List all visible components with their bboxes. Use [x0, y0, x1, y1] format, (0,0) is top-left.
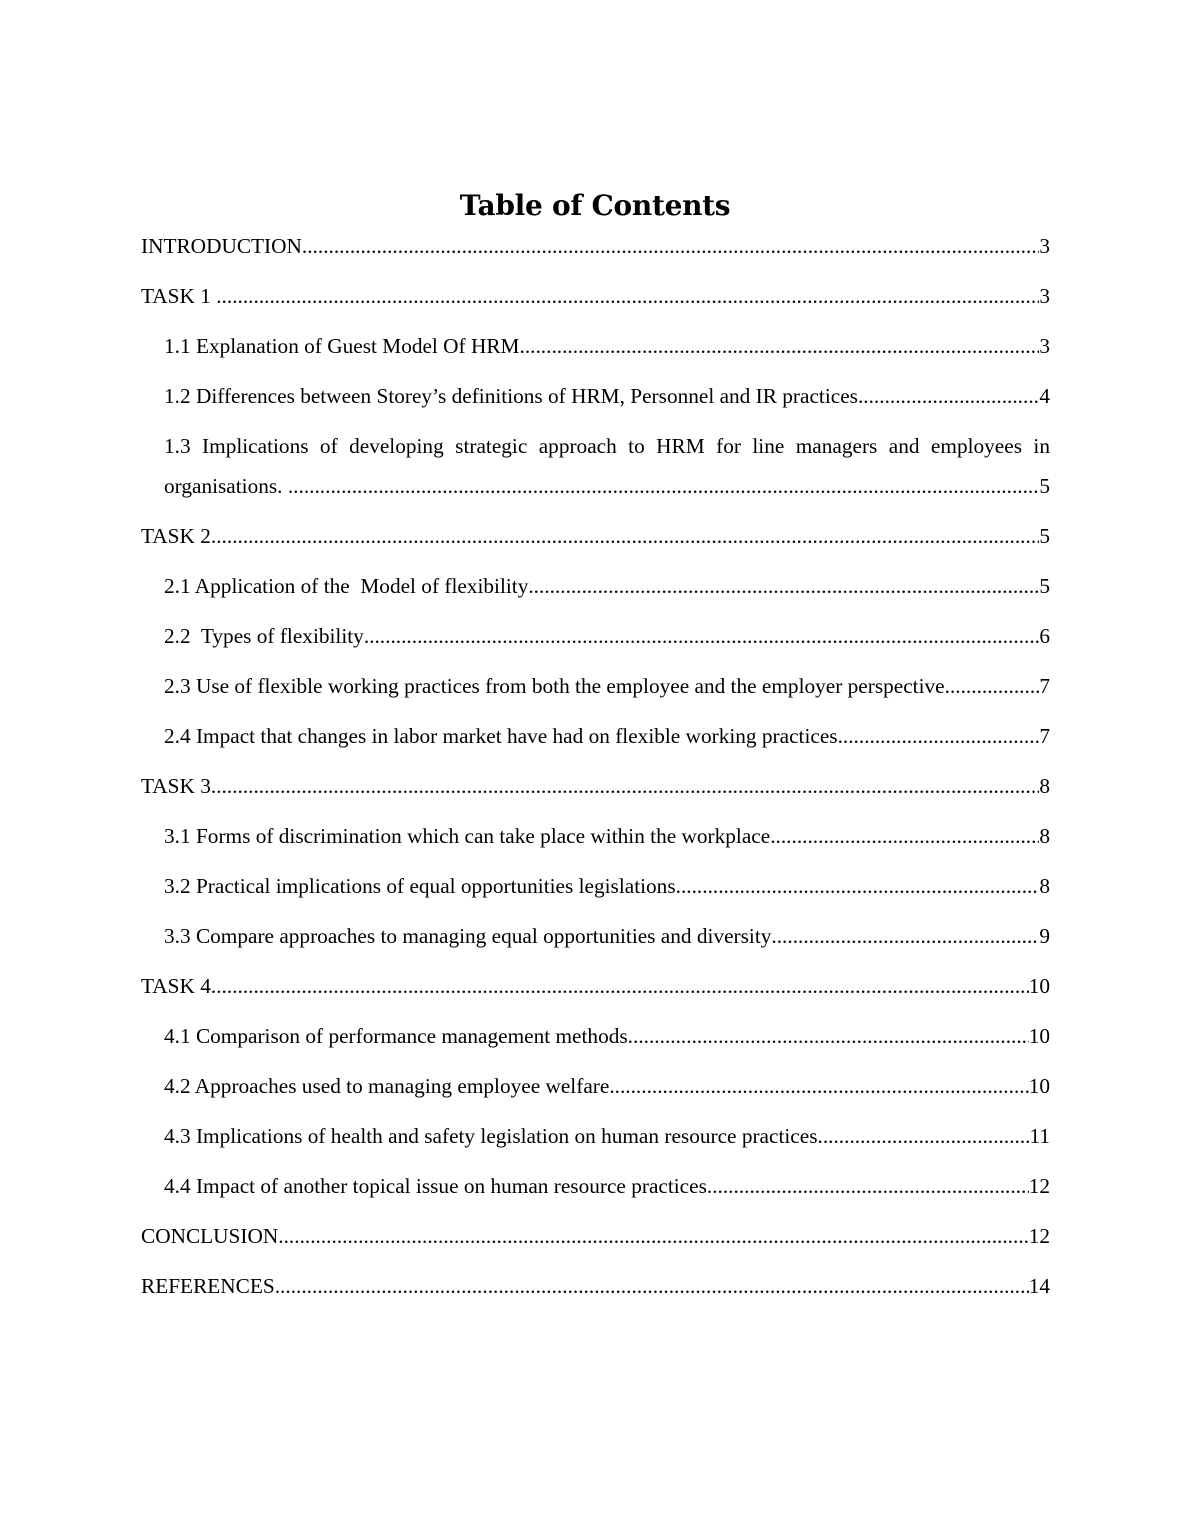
dot-leader	[609, 1066, 1028, 1106]
dot-leader	[278, 1216, 1028, 1256]
toc-page-number: 10	[1028, 974, 1050, 998]
toc-entry-task-1[interactable]	[141, 276, 1050, 316]
toc-entry-label: 2.1 Application of the Model of flexibility	[164, 574, 529, 598]
toc-entry-label: REFERENCES	[141, 1274, 275, 1298]
toc-entry-3-2[interactable]	[141, 866, 1050, 906]
dot-leader	[945, 666, 1040, 706]
toc-page-number: 14	[1028, 1274, 1050, 1298]
toc-entry-label: TASK 3	[141, 774, 211, 798]
toc-title: Table of Contents	[459, 189, 731, 222]
toc-entry-1-1[interactable]	[141, 326, 1050, 366]
toc-entry-conclusion[interactable]	[141, 1216, 1050, 1256]
table-of-contents	[141, 226, 1050, 1316]
toc-entry-label: 2.4 Impact that changes in labor market have had on flexible working practices	[164, 724, 838, 748]
dot-leader	[838, 716, 1040, 756]
toc-entry-4-3[interactable]	[141, 1116, 1050, 1156]
toc-entry-label: 4.2 Approaches used to managing employee welfare	[164, 1074, 610, 1098]
dot-leader	[364, 616, 1040, 656]
toc-page-number: 3	[1039, 284, 1050, 308]
toc-page-number: 9	[1039, 924, 1050, 948]
toc-entry-label: 4.4 Impact of another topical issue on human resource practices	[164, 1174, 707, 1198]
toc-entry-4-4[interactable]	[141, 1166, 1050, 1206]
dot-leader	[770, 816, 1039, 856]
dot-leader	[676, 866, 1040, 906]
toc-entry-label-line2: organisations.	[164, 474, 288, 498]
toc-entry-label: INTRODUCTION	[141, 234, 302, 258]
toc-entry-label: 2.3 Use of flexible working practices from both the employee and the employer perspective	[164, 674, 945, 698]
toc-page-number: 7	[1039, 724, 1050, 748]
toc-entry-2-4[interactable]	[141, 716, 1050, 756]
toc-entry-label: 4.3 Implications of health and safety legislation on human resource practices	[164, 1124, 818, 1148]
toc-page-number: 11	[1029, 1124, 1050, 1148]
toc-page-number: 5	[1039, 524, 1050, 548]
toc-page-number: 5	[1039, 574, 1050, 598]
toc-entry-task-2[interactable]	[141, 516, 1050, 556]
toc-page-number: 12	[1028, 1224, 1050, 1248]
toc-entry-label: 1.1 Explanation of Guest Model Of HRM	[164, 334, 520, 358]
dot-leader	[275, 1266, 1029, 1306]
toc-entry-1-3[interactable]	[141, 426, 1050, 506]
dot-leader	[288, 466, 1040, 506]
dot-leader	[771, 916, 1039, 956]
toc-page-number: 4	[1039, 384, 1050, 408]
dot-leader	[858, 376, 1039, 416]
toc-entry-label: 2.2 Types of flexibility	[164, 624, 364, 648]
toc-entry-label: 1.3 Implications of developing strategic approach to HRM for line managers and employees in	[164, 434, 1050, 458]
dot-leader	[211, 516, 1039, 556]
toc-entry-3-3[interactable]	[141, 916, 1050, 956]
toc-page-number: 12	[1028, 1174, 1050, 1198]
toc-page-number: 8	[1039, 774, 1050, 798]
toc-page-number: 3	[1039, 334, 1050, 358]
toc-entry-label: 1.2 Differences between Storey’s definitions of HRM, Personnel and IR practices	[164, 384, 858, 408]
toc-entry-task-4[interactable]	[141, 966, 1050, 1006]
toc-entry-task-3[interactable]	[141, 766, 1050, 806]
toc-page-number: 5	[1039, 474, 1050, 498]
toc-entry-label: 4.1 Comparison of performance management methods	[164, 1024, 628, 1048]
toc-entry-label: 3.1 Forms of discrimination which can take place within the workplace	[164, 824, 771, 848]
dot-leader	[818, 1116, 1030, 1156]
toc-entry-1-2[interactable]	[141, 376, 1050, 416]
toc-entry-label: TASK 1	[141, 284, 217, 308]
toc-page-number: 10	[1028, 1074, 1050, 1098]
toc-entry-2-3[interactable]	[141, 666, 1050, 706]
dot-leader	[707, 1166, 1029, 1206]
toc-page-number: 8	[1039, 824, 1050, 848]
toc-entry-2-1[interactable]	[141, 566, 1050, 606]
toc-entry-label: 3.2 Practical implications of equal opportunities legislations	[164, 874, 676, 898]
dot-leader	[302, 226, 1039, 266]
dot-leader	[211, 966, 1029, 1006]
toc-entry-label: 3.3 Compare approaches to managing equal opportunities and diversity	[164, 924, 772, 948]
toc-entry-label-continued	[164, 466, 1050, 506]
dot-leader	[528, 566, 1039, 606]
toc-entry-label: TASK 2	[141, 524, 211, 548]
toc-page-number: 3	[1039, 234, 1050, 258]
toc-page-number: 6	[1039, 624, 1050, 648]
dot-leader	[628, 1016, 1029, 1056]
toc-entry-label: TASK 4	[141, 974, 211, 998]
toc-entry-label: CONCLUSION	[141, 1224, 279, 1248]
toc-entry-4-1[interactable]	[141, 1016, 1050, 1056]
dot-leader	[211, 766, 1039, 806]
toc-entry-2-2[interactable]	[141, 616, 1050, 656]
toc-entry-references[interactable]	[141, 1266, 1050, 1306]
toc-page-number: 8	[1039, 874, 1050, 898]
toc-page-number: 10	[1028, 1024, 1050, 1048]
toc-entry-3-1[interactable]	[141, 816, 1050, 856]
toc-entry-4-2[interactable]	[141, 1066, 1050, 1106]
dot-leader	[520, 326, 1040, 366]
dot-leader	[216, 276, 1039, 316]
toc-page-number: 7	[1039, 674, 1050, 698]
toc-entry-introduction[interactable]	[141, 226, 1050, 266]
